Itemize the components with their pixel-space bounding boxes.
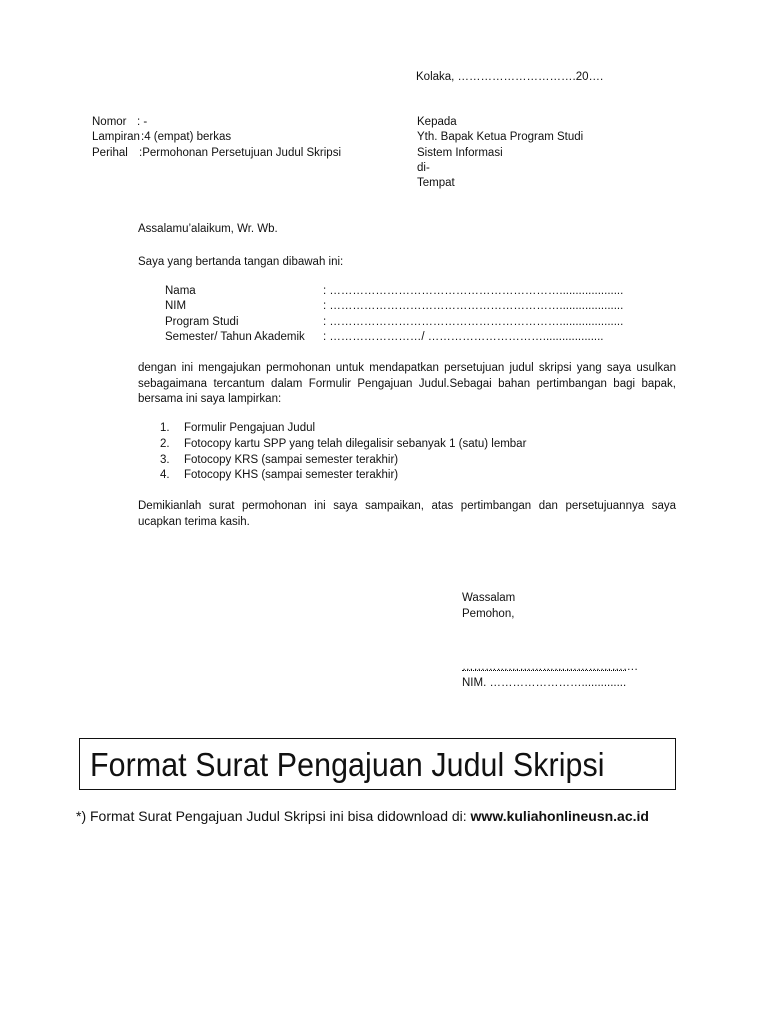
- footnote-text: *) Format Surat Pengajuan Judul Skripsi ini bisa didownload di:: [76, 808, 471, 824]
- perihal-value: :Permohonan Persetujuan Judul Skripsi: [139, 147, 342, 159]
- intro: Saya yang bertanda tangan dibawah ini:: [138, 256, 344, 268]
- nomor-value: : -: [137, 116, 148, 128]
- attachment-number: 1.: [160, 422, 170, 434]
- attachment-item: Fotocopy kartu SPP yang telah dilegalisir sebanyak 1 (satu) lembar: [184, 438, 527, 450]
- download-link[interactable]: www.kuliahonlineusn.ac.id: [470, 808, 649, 824]
- field-label: Nama: [165, 285, 196, 297]
- lampiran-value: :4 (empat) berkas: [141, 131, 232, 143]
- field-value: : ……………………………………………………....................: [323, 300, 624, 312]
- field-label: Semester/ Tahun Akademik: [165, 331, 305, 343]
- footnote: [76, 807, 649, 825]
- recipient-line: Tempat: [417, 177, 455, 189]
- wassalam: Wassalam: [462, 592, 516, 604]
- body-line: dengan ini mengajukan permohonan untuk mendapatkan persetujuan judul skripsi yang saya usulkan: [138, 362, 676, 374]
- signature-underline: [462, 670, 626, 671]
- place-date: Kolaka, ………………………….20….: [416, 71, 604, 83]
- attachment-number: 2.: [160, 438, 170, 450]
- lampiran-label: Lampiran: [92, 131, 140, 143]
- signature-nim: NIM. ……………………..............: [462, 677, 627, 689]
- recipient-line: di-: [417, 162, 430, 174]
- recipient-line: Sistem Informasi: [417, 147, 503, 159]
- attachment-number: 4.: [160, 469, 170, 481]
- recipient-line: Kepada: [417, 116, 457, 128]
- closing-line: ucapkan terima kasih.: [138, 515, 250, 528]
- attachment-item: Fotocopy KHS (sampai semester terakhir): [184, 469, 399, 481]
- field-label: NIM: [165, 300, 187, 312]
- pemohon: Pemohon,: [462, 608, 515, 620]
- attachment-number: 3.: [160, 454, 170, 466]
- field-value: : ……………………………………………………....................: [323, 316, 624, 328]
- closing-paragraph: [138, 499, 676, 530]
- attachment-item: Formulir Pengajuan Judul: [184, 422, 316, 434]
- attachment-item: Fotocopy KRS (sampai semester terakhir): [184, 454, 399, 466]
- greeting: Assalamu’alaikum, Wr. Wb.: [138, 223, 278, 235]
- field-value: : ……………………/ …………………………...................: [323, 331, 604, 343]
- perihal-label: Perihal: [92, 147, 128, 159]
- closing-line: Demikianlah surat permohonan ini saya sampaikan, atas pertimbangan dan persetujuannya saya: [138, 500, 676, 512]
- body-line: sebagaimana tercantum dalam Formulir Pengajuan Judul.Sebagai bahan pertimbangan bagi bapak,: [138, 377, 676, 390]
- recipient-line: Yth. Bapak Ketua Program Studi: [417, 131, 584, 143]
- field-label: Program Studi: [165, 316, 239, 328]
- body-line: bersama ini saya lampirkan:: [138, 393, 282, 405]
- signature-name-line: ……………………………………….: [462, 661, 638, 673]
- caption-title-box: [79, 738, 676, 790]
- field-value: : ……………………………………………………....................: [323, 285, 624, 297]
- caption-title: Format Surat Pengajuan Judul Skripsi: [90, 746, 605, 783]
- nomor-label: Nomor: [92, 116, 127, 128]
- body-paragraph: [138, 361, 676, 408]
